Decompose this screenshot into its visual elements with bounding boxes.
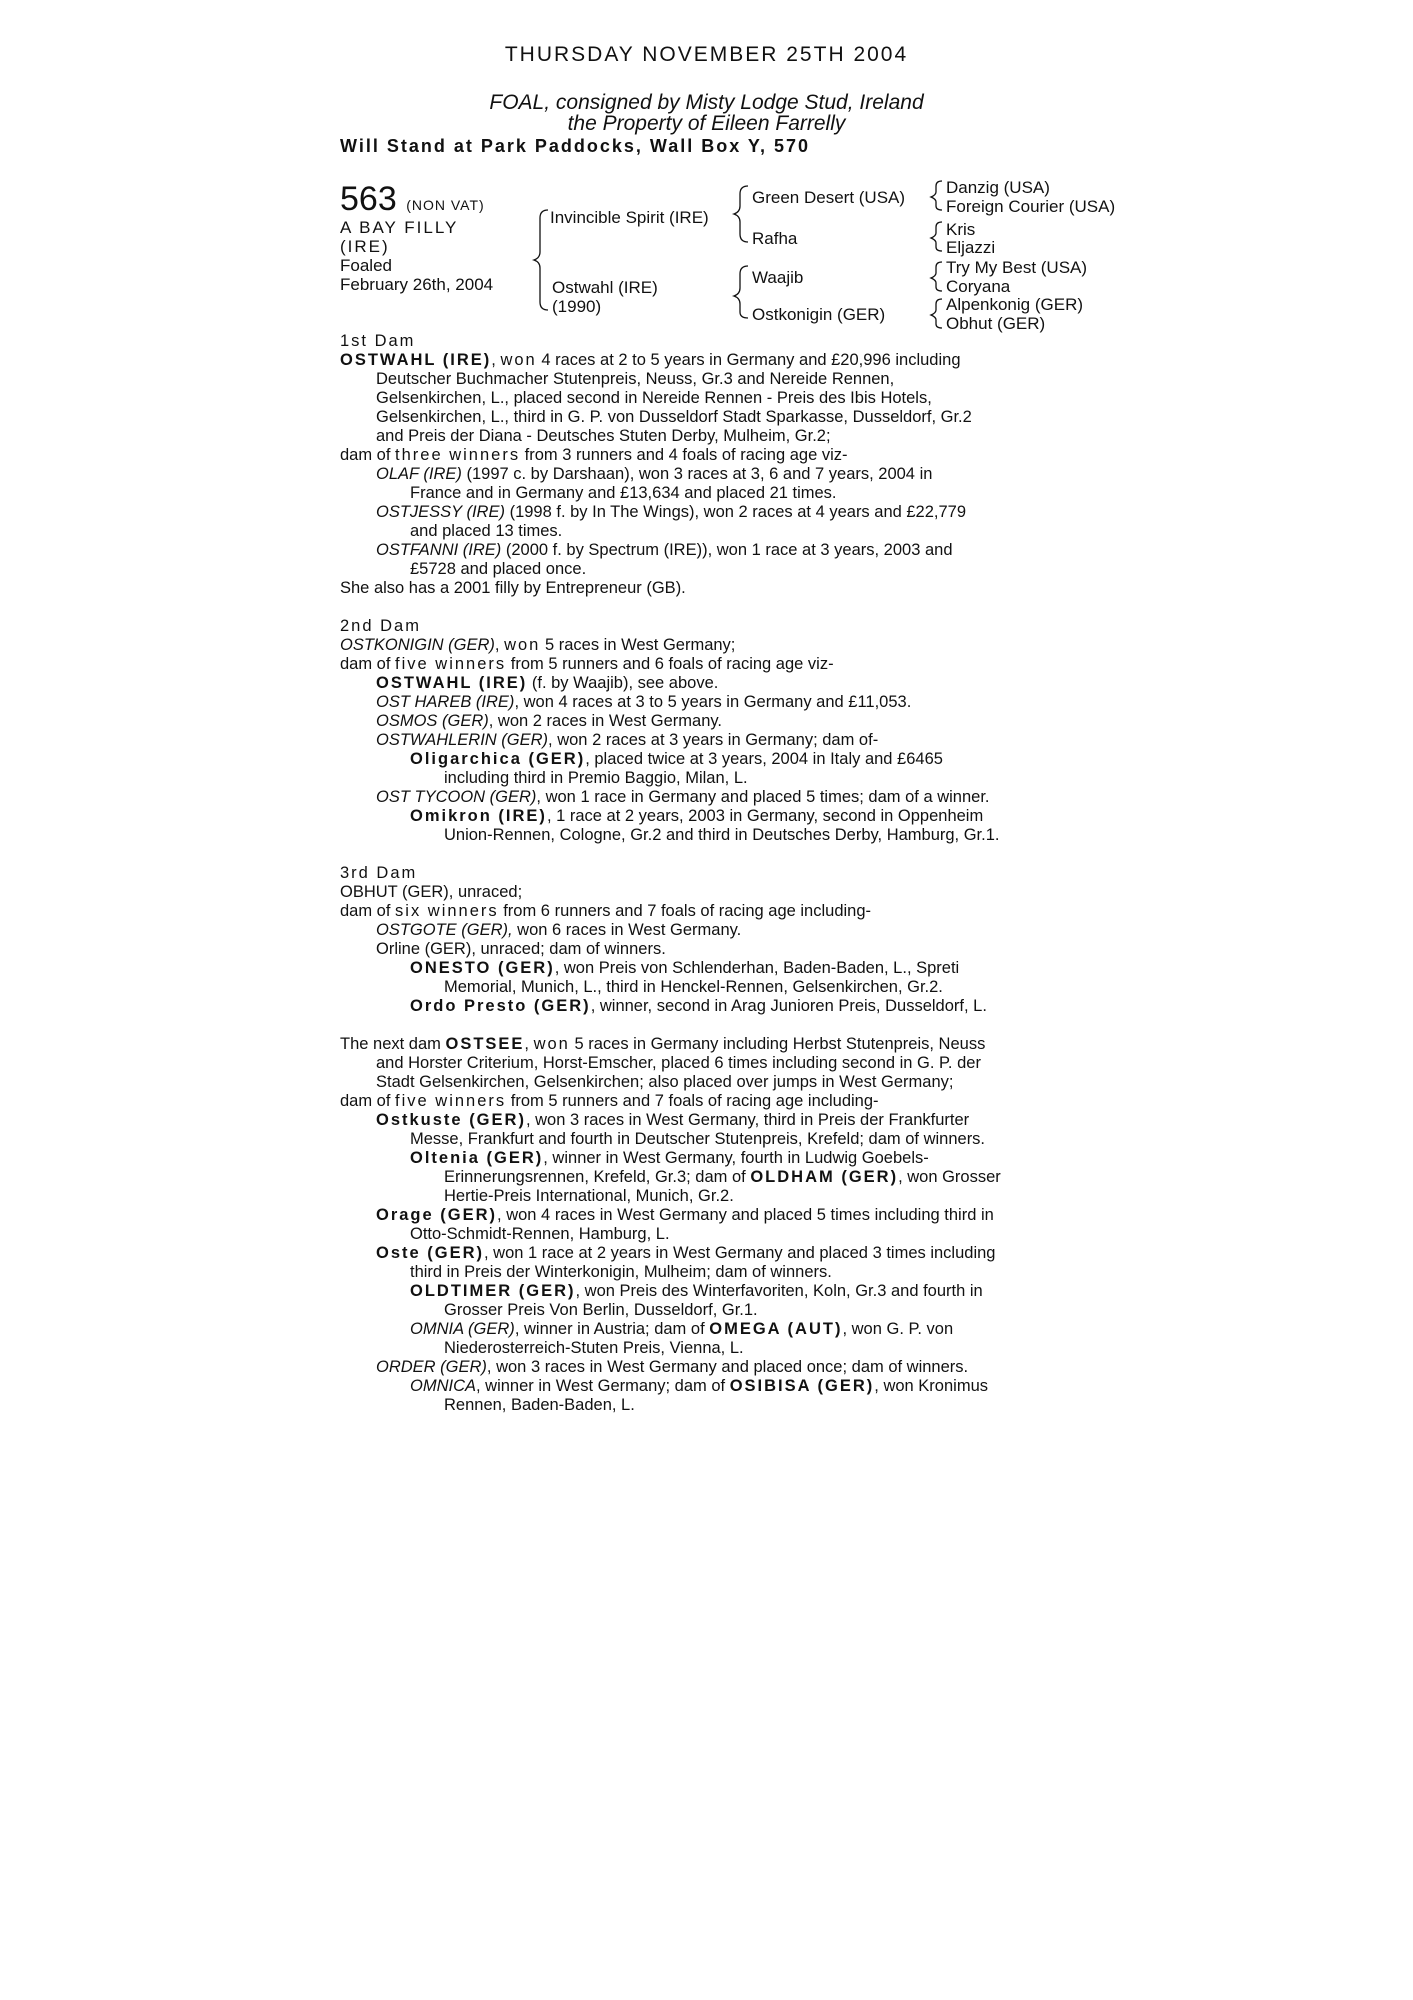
pedigree-dam-dam: Ostkonigin (GER) (752, 305, 886, 324)
produce-entry: Ordo Presto (GER), winner, second in Arag Junioren Preis, Dusseldorf, L. (410, 997, 987, 1015)
produce-entry-cont: France and in Germany and £13,634 and placed 21 times. (410, 484, 837, 502)
pedigree-sire-sire: Green Desert (USA) (752, 188, 906, 207)
produce-entry: OSTWAHLERIN (GER), won 2 races at 3 years in Germany; dam of- (376, 731, 879, 749)
produce-entry: Oligarchica (GER), placed twice at 3 years, 2004 in Italy and £6465 (410, 750, 943, 768)
produce-entry: OST HAREB (IRE), won 4 races at 3 to 5 years in Germany and £11,053. (376, 693, 912, 711)
produce-entry: ONESTO (GER), won Preis von Schlenderhan, Baden-Baden, L., Spreti (410, 959, 960, 977)
first-dam-line: Gelsenkirchen, L., placed second in Nereide Rennen - Preis des Ibis Hotels, (376, 389, 932, 407)
produce-entry: OSTFANNI (IRE) (2000 f. by Spectrum (IRE)), won 1 race at 3 years, 2003 and (376, 541, 953, 559)
second-dam-produce-summary: dam of five winners from 5 runners and 6 foals of racing age viz- (340, 655, 834, 673)
first-dam-line: Deutscher Buchmacher Stutenpreis, Neuss, Gr.3 and Nereide Rennen, (376, 370, 895, 388)
produce-entry-cont: Grosser Preis Von Berlin, Dusseldorf, Gr.1. (444, 1301, 758, 1319)
produce-entry: OLAF (IRE) (1997 c. by Darshaan), won 3 races at 3, 6 and 7 years, 2004 in (376, 465, 933, 483)
produce-entry-cont: Otto-Schmidt-Rennen, Hamburg, L. (410, 1225, 670, 1243)
pedigree-braces (0, 0, 1413, 340)
produce-entry: OST TYCOON (GER), won 1 race in Germany and placed 5 times; dam of a winner. (376, 788, 990, 806)
produce-entry: OMNIA (GER), winner in Austria; dam of OMEGA (AUT), won G. P. von (410, 1320, 954, 1338)
produce-entry: OSTWAHL (IRE) (f. by Waajib), see above. (376, 674, 719, 692)
pedigree-dds: Alpenkonig (GER) (946, 295, 1084, 314)
produce-entry-cont: third in Preis der Winterkonigin, Mulheim; dam of winners. (410, 1263, 832, 1281)
produce-entry-cont: Erinnerungsrennen, Krefeld, Gr.3; dam of OLDHAM (GER), won Grosser (444, 1168, 1001, 1186)
pedigree-sss: Danzig (USA) (946, 178, 1050, 197)
produce-entry-cont: Union-Rennen, Cologne, Gr.2 and third in Deutsches Derby, Hamburg, Gr.1. (444, 826, 1000, 844)
next-dam-line: Stadt Gelsenkirchen, Gelsenkirchen; also placed over jumps in West Germany; (376, 1073, 954, 1091)
next-dam-line: and Horster Criterium, Horst-Emscher, placed 6 times including second in G. P. der (376, 1054, 981, 1072)
first-dam-heading: 1st Dam (340, 332, 416, 350)
sale-date: THURSDAY NOVEMBER 25TH 2004 (504, 43, 909, 66)
pedigree-dam-year: (1990) (552, 297, 602, 316)
first-dam-line: and Preis der Diana - Deutsches Stuten Derby, Mulheim, Gr.2; (376, 427, 831, 445)
produce-entry: OSMOS (GER), won 2 races in West Germany. (376, 712, 722, 730)
third-dam-produce-summary: dam of six winners from 6 runners and 7 foals of racing age including- (340, 902, 872, 920)
produce-entry-cont: Niederosterreich-Stuten Preis, Vienna, L. (444, 1339, 744, 1357)
stabling-location: Will Stand at Park Paddocks, Wall Box Y, 570 (340, 136, 810, 156)
vat-status: (NON VAT) (406, 197, 485, 213)
produce-entry: OLDTIMER (GER), won Preis des Winterfavoriten, Koln, Gr.3 and fourth in (410, 1282, 983, 1300)
consignor-line: FOAL, consigned by Misty Lodge Stud, Ireland (489, 91, 924, 114)
second-dam-line: OSTKONIGIN (GER), won 5 races in West Germany; (340, 636, 736, 654)
produce-entry-cont: and placed 13 times. (410, 522, 563, 540)
pedigree-dam (552, 278, 658, 316)
pedigree-dsd: Coryana (946, 277, 1011, 296)
lot-number: 563 (NON VAT) (340, 180, 485, 218)
produce-entry: Oltenia (GER), winner in West Germany, fourth in Ludwig Goebels- (410, 1149, 929, 1167)
pedigree-dam-name: Ostwahl (IRE) (552, 278, 658, 297)
produce-entry-cont: Rennen, Baden-Baden, L. (444, 1396, 635, 1414)
produce-entry-cont: £5728 and placed once. (410, 560, 587, 578)
produce-entry: ORDER (GER), won 3 races in West Germany and placed once; dam of winners. (376, 1358, 969, 1376)
pedigree-dss: Try My Best (USA) (946, 258, 1088, 277)
lot-desc-line2: (IRE) (340, 237, 390, 256)
produce-entry-cont: Hertie-Preis International, Munich, Gr.2. (444, 1187, 734, 1205)
first-dam-line: OSTWAHL (IRE), won 4 races at 2 to 5 years in Germany and £20,996 including (340, 351, 961, 369)
produce-entry: OMNICA, winner in West Germany; dam of OSIBISA (GER), won Kronimus (410, 1377, 988, 1395)
pedigree-ssd: Foreign Courier (USA) (946, 197, 1116, 216)
produce-entry: Ostkuste (GER), won 3 races in West Germany, third in Preis der Frankfurter (376, 1111, 970, 1129)
pedigree-ddd: Obhut (GER) (946, 314, 1046, 333)
pedigree-sds: Kris (946, 220, 976, 239)
next-dam-produce-summary: dam of five winners from 5 runners and 7 foals of racing age including- (340, 1092, 879, 1110)
produce-entry: OSTJESSY (IRE) (1998 f. by In The Wings), won 2 races at 4 years and £22,779 (376, 503, 967, 521)
third-dam-heading: 3rd Dam (340, 864, 418, 882)
produce-entry-cont: Messe, Frankfurt and fourth in Deutscher Stutenpreis, Krefeld; dam of winners. (410, 1130, 986, 1148)
first-dam-line: Gelsenkirchen, L., third in G. P. von Dusseldorf Stadt Sparkasse, Dusseldorf, Gr.2 (376, 408, 972, 426)
produce-entry: Omikron (IRE), 1 race at 2 years, 2003 in Germany, second in Oppenheim (410, 807, 984, 825)
produce-entry: Orline (GER), unraced; dam of winners. (376, 940, 666, 958)
produce-entry: Orage (GER), won 4 races in West Germany and placed 5 times including third in (376, 1206, 994, 1224)
lot-desc-line1: A BAY FILLY (340, 218, 459, 237)
produce-entry: Oste (GER), won 1 race at 2 years in West Germany and placed 3 times including (376, 1244, 996, 1262)
pedigree-sire: Invincible Spirit (IRE) (550, 208, 709, 227)
next-dam-line: The next dam OSTSEE, won 5 races in Germany including Herbst Stutenpreis, Neuss (340, 1035, 986, 1053)
third-dam-line: OBHUT (GER), unraced; (340, 883, 523, 901)
second-dam-heading: 2nd Dam (340, 617, 421, 635)
owner-line: the Property of Eileen Farrelly (567, 112, 846, 135)
produce-entry-cont: including third in Premio Baggio, Milan, L. (444, 769, 748, 787)
first-dam-produce-summary: dam of three winners from 3 runners and 4 foals of racing age viz- (340, 446, 848, 464)
foaled-label: Foaled (340, 256, 392, 275)
pedigree-sire-dam: Rafha (752, 229, 798, 248)
pedigree-sdd: Eljazzi (946, 238, 996, 257)
produce-entry: OSTGOTE (GER), won 6 races in West Germany. (376, 921, 742, 939)
produce-entry-cont: Memorial, Munich, L., third in Henckel-Rennen, Gelsenkirchen, Gr.2. (444, 978, 943, 996)
foaled-date: February 26th, 2004 (340, 275, 494, 294)
first-dam-note: She also has a 2001 filly by Entrepreneur (GB). (340, 579, 686, 597)
pedigree-dam-sire: Waajib (752, 268, 804, 287)
